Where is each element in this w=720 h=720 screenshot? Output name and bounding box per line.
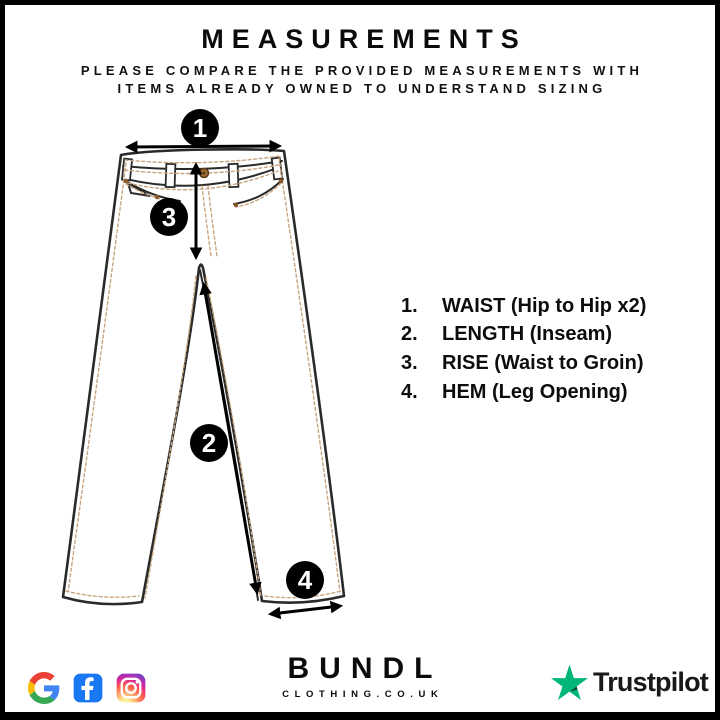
belt-loop — [122, 159, 132, 181]
legend-item-length — [401, 321, 701, 350]
legend-number: 1. — [401, 294, 418, 317]
rivet — [234, 203, 239, 208]
jeans-button-center — [203, 172, 205, 174]
trustpilot-star-icon — [551, 664, 588, 700]
rivet — [279, 179, 284, 184]
marker-4-number: 4 — [297, 565, 313, 595]
legend-number: 2. — [401, 323, 418, 346]
marker-1-number: 1 — [192, 113, 208, 143]
legend-number: 3. — [401, 351, 418, 374]
legend-label: LENGTH (Inseam) — [442, 323, 613, 346]
belt-loop — [166, 164, 176, 187]
legend-item-hem — [401, 378, 701, 407]
subtitle-line-2: ITEMS ALREADY OWNED TO UNDERSTAND SIZING — [117, 81, 607, 96]
brand-domain: CLOTHING.CO.UK — [282, 689, 444, 700]
brand-name: BUNDL — [287, 652, 443, 685]
trustpilot-wordmark: Trustpilot — [593, 666, 708, 697]
hem-arrow — [271, 606, 340, 614]
legend-item-rise — [401, 349, 701, 378]
legend-label: WAIST (Hip to Hip x2) — [442, 294, 647, 317]
page-title: MEASUREMENTS — [201, 24, 527, 54]
jeans-outline — [63, 149, 344, 604]
rivet — [124, 179, 129, 184]
subtitle-line-1: PLEASE COMPARE THE PROVIDED MEASUREMENTS WITH — [80, 63, 644, 78]
marker-3-number: 3 — [161, 202, 177, 232]
legend-label: HEM (Leg Opening) — [442, 380, 628, 403]
measurement-legend — [401, 292, 701, 406]
jeans-drawing — [63, 149, 344, 604]
trustpilot-logo[interactable] — [551, 664, 708, 700]
rivet — [155, 195, 160, 200]
legend-label: RISE (Waist to Groin) — [442, 351, 644, 374]
legend-item-waist — [401, 292, 701, 321]
marker-2-number: 2 — [201, 428, 217, 458]
legend-number: 4. — [401, 380, 418, 403]
